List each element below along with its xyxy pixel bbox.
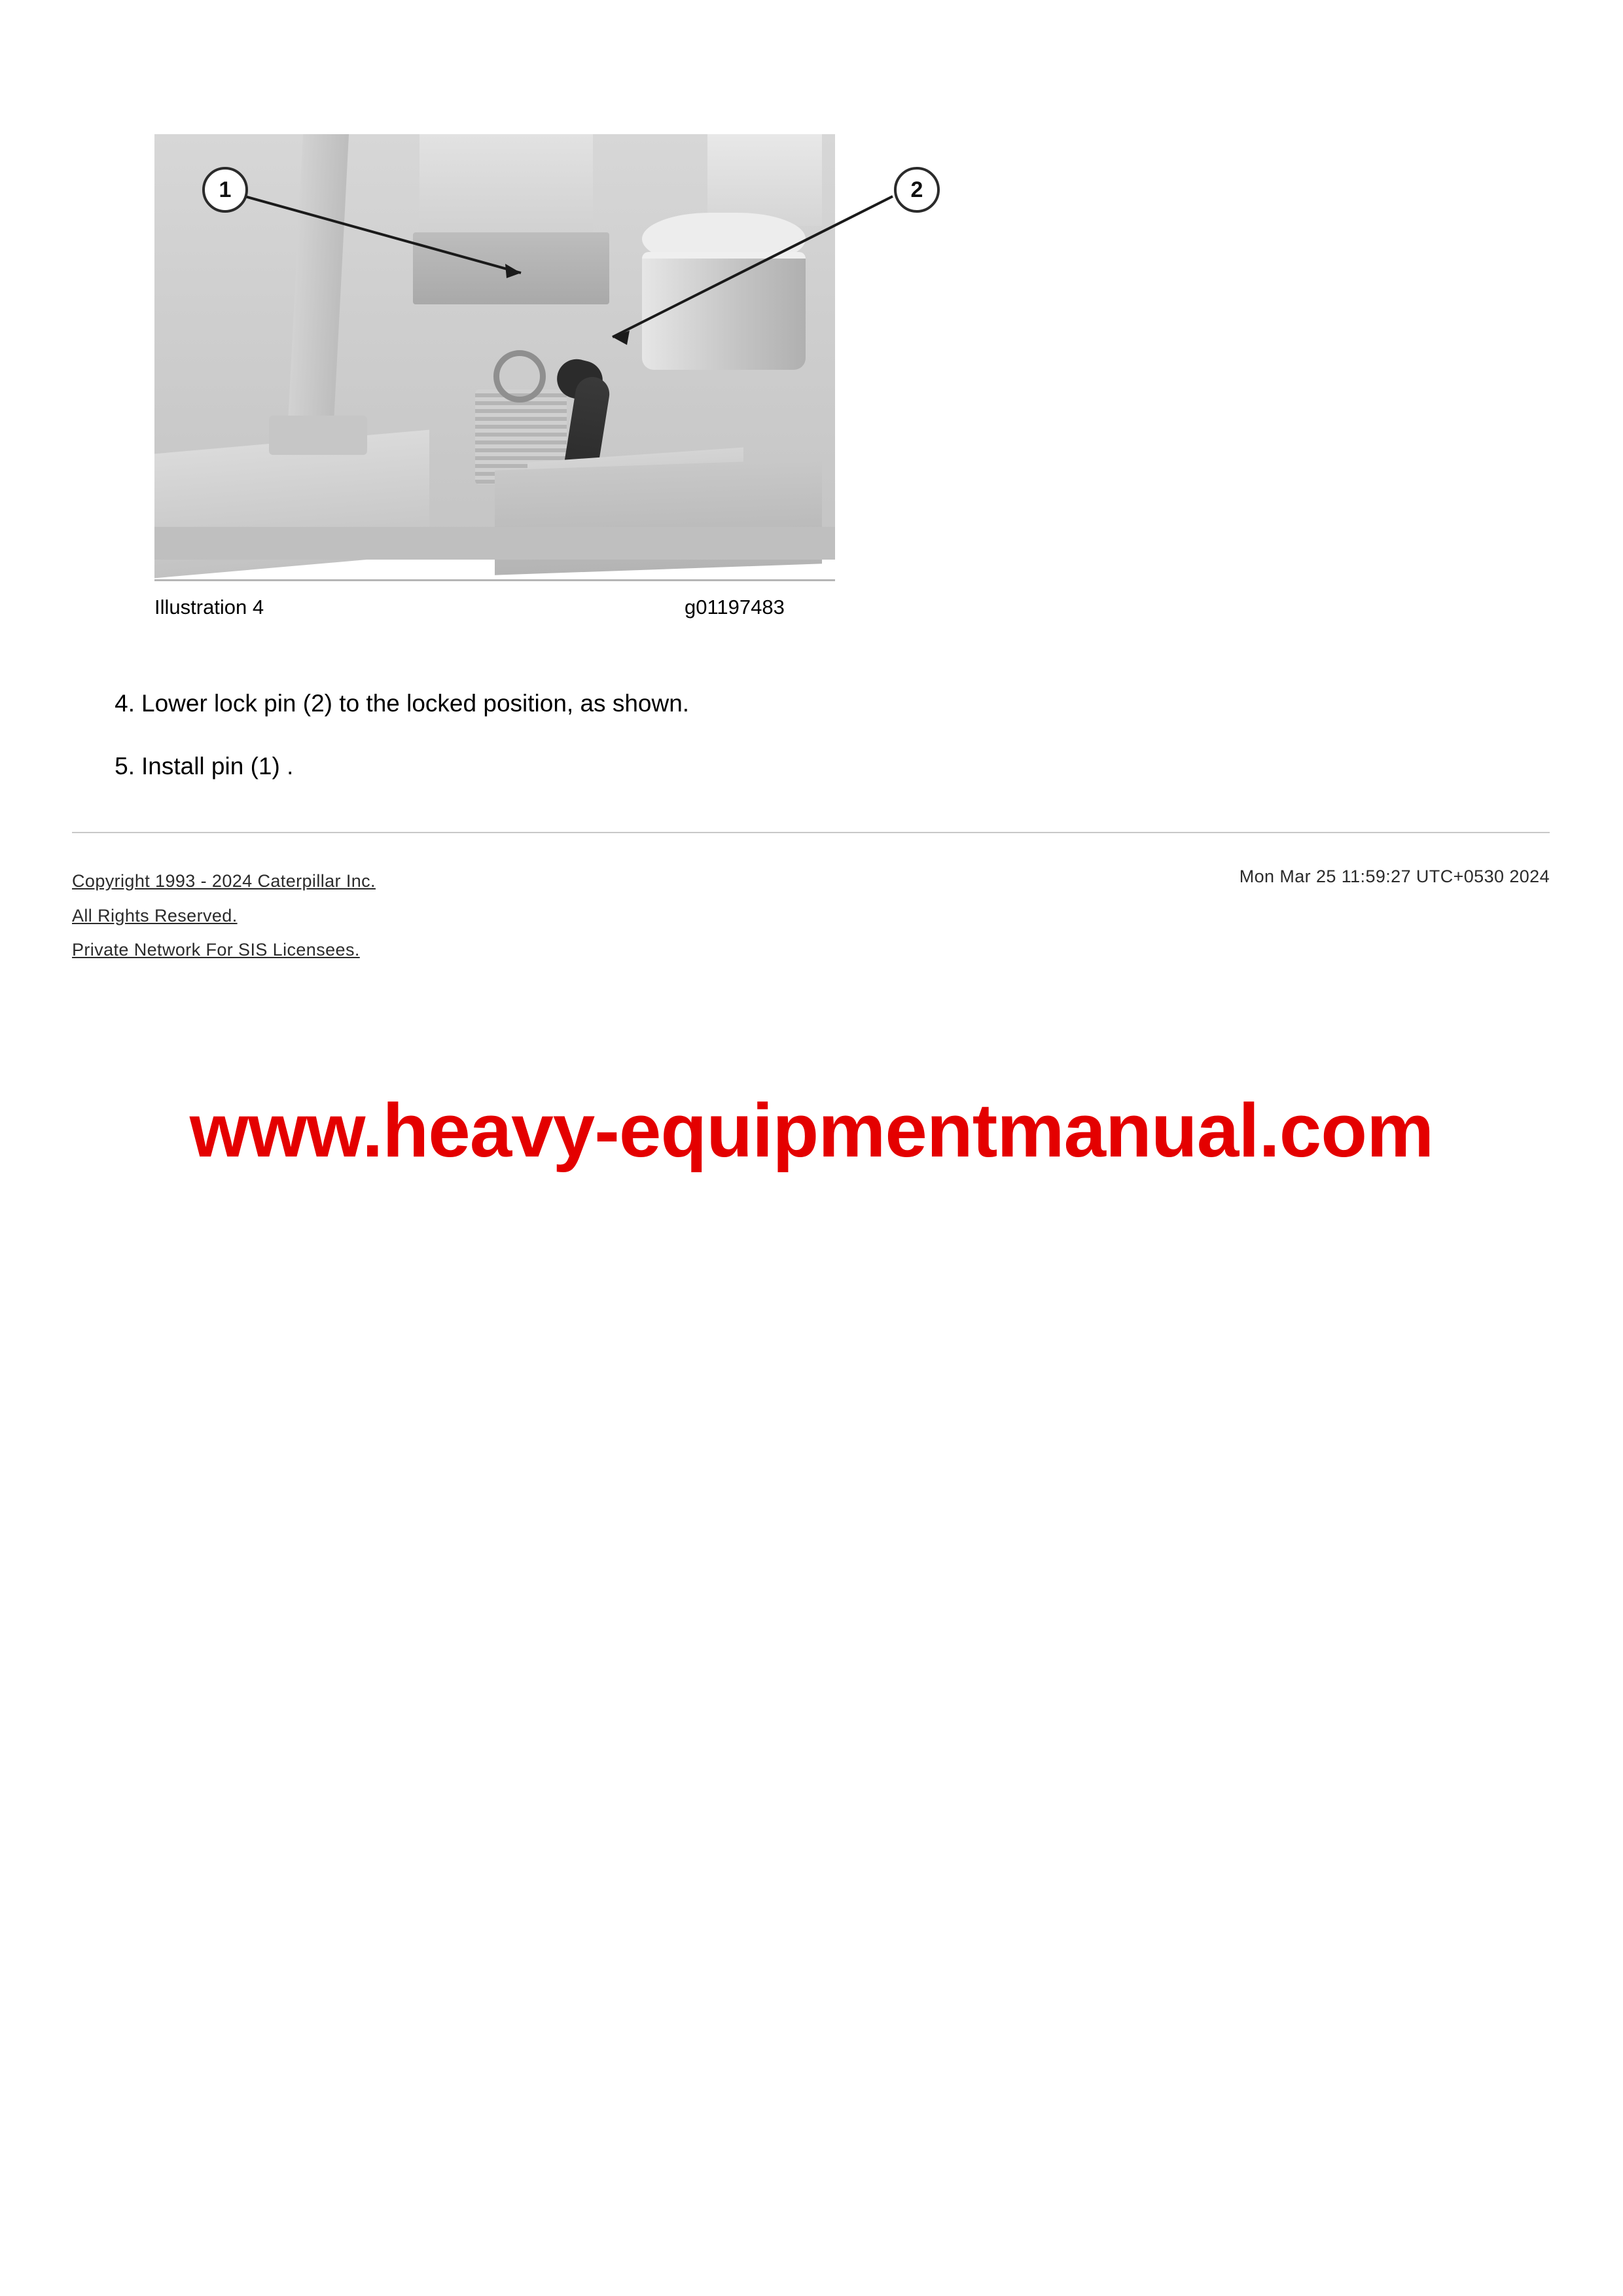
- figure-caption: [154, 596, 835, 622]
- footer-copyright-link[interactable]: Copyright 1993 - 2024 Caterpillar Inc.: [72, 871, 376, 891]
- step-number: 4.: [115, 690, 135, 717]
- footer-legal-links: [72, 864, 376, 967]
- photo-pin-ring-shape: [493, 350, 546, 403]
- figure-image-id: g01197483: [685, 596, 785, 619]
- photo-bottom-strip-shape: [154, 527, 835, 560]
- watermark-url: www.heavy-equipmentmanual.com: [189, 1088, 1434, 1173]
- step-text: Lower lock pin (2) to the locked position, as shown.: [141, 690, 690, 717]
- photo-right-column-shape: [707, 134, 822, 226]
- photo-left-foot-shape: [269, 416, 367, 455]
- illustration-image: [154, 134, 923, 560]
- list-item: [105, 751, 1518, 781]
- illustration-figure: [154, 134, 923, 622]
- page-footer: [72, 864, 1550, 969]
- callout-marker-1: 1: [202, 167, 248, 213]
- callout-marker-2: 2: [894, 167, 940, 213]
- procedure-steps: [105, 689, 1518, 815]
- photo-center-bracket-shape: [413, 232, 609, 304]
- step-number: 5.: [115, 753, 135, 780]
- step-text: Install pin (1) .: [141, 753, 294, 780]
- footer-timestamp: Mon Mar 25 11:59:27 UTC+0530 2024: [1239, 867, 1550, 886]
- footer-network-link[interactable]: Private Network For SIS Licensees.: [72, 940, 360, 960]
- figure-divider: [154, 579, 835, 581]
- footer-rights-link[interactable]: All Rights Reserved.: [72, 905, 238, 925]
- photo-cylinder-shape: [642, 252, 806, 370]
- list-item: [105, 689, 1518, 719]
- figure-caption-label: Illustration 4: [154, 596, 264, 619]
- footer-divider: [72, 832, 1550, 833]
